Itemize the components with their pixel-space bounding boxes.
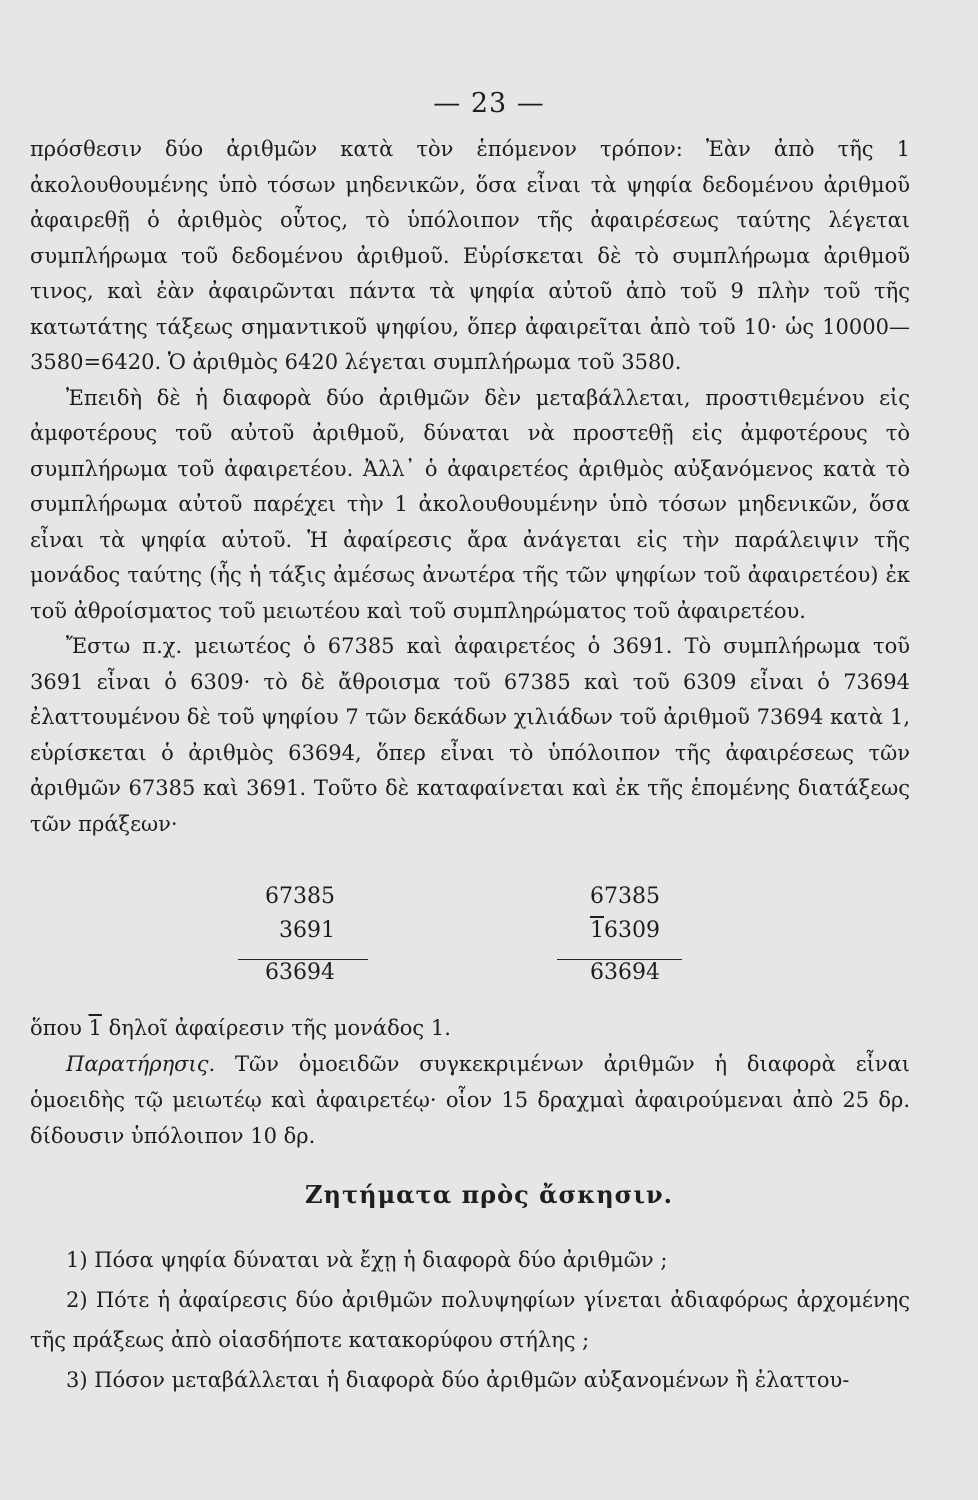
overline-one-mark: 1 — [88, 1016, 102, 1040]
calc-right-result: 63694 — [590, 960, 660, 985]
calc-right — [540, 880, 660, 990]
calc-left-result: 63694 — [265, 960, 335, 985]
question-list — [30, 1240, 910, 1400]
question-item: 2) Πότε ἡ ἀφαίρεσις δύο ἀριθμῶν πολυψηφίων γίνεται ἀδιαφόρως ἀρχομένης τῆς πράξεως ἀπὸ οἱασδήποτε κατακορύφου στήλης ; — [30, 1288, 910, 1352]
calc-right-rule — [557, 959, 682, 960]
overline-one-mark: 1 — [590, 918, 604, 943]
paragraph-example: Ἔστω π.χ. μειωτέος ὁ 67385 καὶ ἀφαιρετέος ὁ 3691. Τὸ συμπλήρωμα τοῦ 3691 εἶναι ὁ 6309· τὸ δὲ ἄθροισμα τοῦ 67385 καὶ τοῦ 6309 εἶναι ὁ 73694 ἐλαττουμένου δὲ τοῦ ψηφίου 7 τῶν δεκάδων χιλιάδων τοῦ ἀριθμοῦ 73694 κατὰ 1, εὑρίσκεται ὁ ἀριθμὸς 63694, ὅπερ εἶναι τὸ ὑπόλοιπον τῆς ἀφαιρέσεως τῶν ἀριθμῶν 67385 καὶ 3691. Τοῦτο δὲ καταφαίνεται καὶ ἐκ τῆς ἑπομένης διατάξεως τῶν πράξεων· — [30, 634, 910, 836]
page-number: — 23 — — [433, 88, 545, 119]
calc-right-second — [540, 914, 660, 948]
after-text — [30, 1010, 910, 1154]
calc-right-first: 67385 — [590, 884, 660, 909]
paragraph-complement: πρόσθεσιν δύο ἀριθμῶν κατὰ τὸν ἑπόμενον τρόπον: Ἐὰν ἀπὸ τῆς 1 ἀκολουθουμένης ὑπὸ τόσων μηδενικῶν, ὅσα εἶναι τὰ ψηφία δεδομένου ἀριθμοῦ ἀφαιρεθῇ ὁ ἀριθμὸς οὗτος, τὸ ὑπόλοιπον τῆς ἀφαιρέσεως ταύτης λέγεται συμπλήρωμα τοῦ δεδομένου ἀριθμοῦ. Εὑρίσκεται δὲ τὸ συμπλήρωμα ἀριθμοῦ τινος, καὶ ἐὰν ἀφαιρῶνται πάντα τὰ ψηφία αὐτοῦ ἀπὸ τοῦ 9 πλὴν τοῦ τῆς κατωτάτης τάξεως σημαντικοῦ ψηφίου, ὅπερ ἀφαιρεῖται ἀπὸ τοῦ 10· ὡς 10000—3580=6420. Ὁ ἀριθμὸς 6420 λέγεται συμπλήρωμα τοῦ 3580. — [30, 137, 910, 374]
exercises-heading: Ζητήματα πρὸς ἄσκησιν. — [305, 1180, 673, 1209]
calc-left — [215, 880, 335, 990]
calculation-area — [0, 880, 978, 990]
paragraph-difference: Ἐπειδὴ δὲ ἡ διαφορὰ δύο ἀριθμῶν δὲν μεταβάλλεται, προστιθεμένου εἰς ἀμφοτέρους τοῦ αὐτοῦ ἀριθμοῦ, δύναται νὰ προστεθῇ εἰς ἀμφοτέρους τὸ συμπλήρωμα τοῦ ἀφαιρετέου. Ἀλλ᾽ ὁ ἀφαιρετέος ἀριθμὸς αὐξανόμενος κατὰ τὸ συμπλήρωμα αὐτοῦ παρέχει τὴν 1 ἀκολουθουμένην ὑπὸ τόσων μηδενικῶν, ὅσα εἶναι τὰ ψηφία αὐτοῦ. Ἡ ἀφαίρεσις ἄρα ἀνάγεται εἰς τὴν παράλειψιν τῆς μονάδος ταύτης (ἧς ἡ τάξις ἀμέσως ἀνωτέρα τῆς τῶν ψηφίων τοῦ ἀφαιρετέου) ἐκ τοῦ ἀθροίσματος τοῦ μειωτέου καὶ τοῦ συμπληρώματος τοῦ ἀφαιρετέου. — [30, 385, 910, 623]
remark-label: Παρατήρησις. — [66, 1052, 216, 1076]
calc-right-complement: 6309 — [604, 918, 660, 943]
remark-paragraph — [30, 1046, 910, 1154]
remark-text: Τῶν ὁμοειδῶν συγκεκριμένων ἀριθμῶν ἡ διαφορὰ εἶναι ὁμοειδὴς τῷ μειωτέῳ καὶ ἀφαιρετέῳ· οἷον 15 δραχμαὶ ἀφαιρούμεναι ἀπὸ 25 δρ. δίδουσιν ὑπόλοιπον 10 δρ. — [30, 1052, 910, 1148]
calc-left-subtrahend: 3691 — [279, 918, 335, 943]
question-item: 1) Πόσα ψηφία δύναται νὰ ἔχῃ ἡ διαφορὰ δύο ἀριθμῶν ; — [66, 1248, 668, 1272]
body-text — [30, 132, 910, 842]
calc-left-minuend: 67385 — [265, 884, 335, 909]
calc-left-rule — [238, 959, 368, 960]
question-item: 3) Πόσον μεταβάλλεται ἡ διαφορὰ δύο ἀριθμῶν αὐξανομένων ἢ ἐλαττου- — [66, 1368, 850, 1392]
note-line: ὅπου 1 δηλοῖ ἀφαίρεσιν τῆς μονάδος 1. — [30, 1016, 451, 1040]
